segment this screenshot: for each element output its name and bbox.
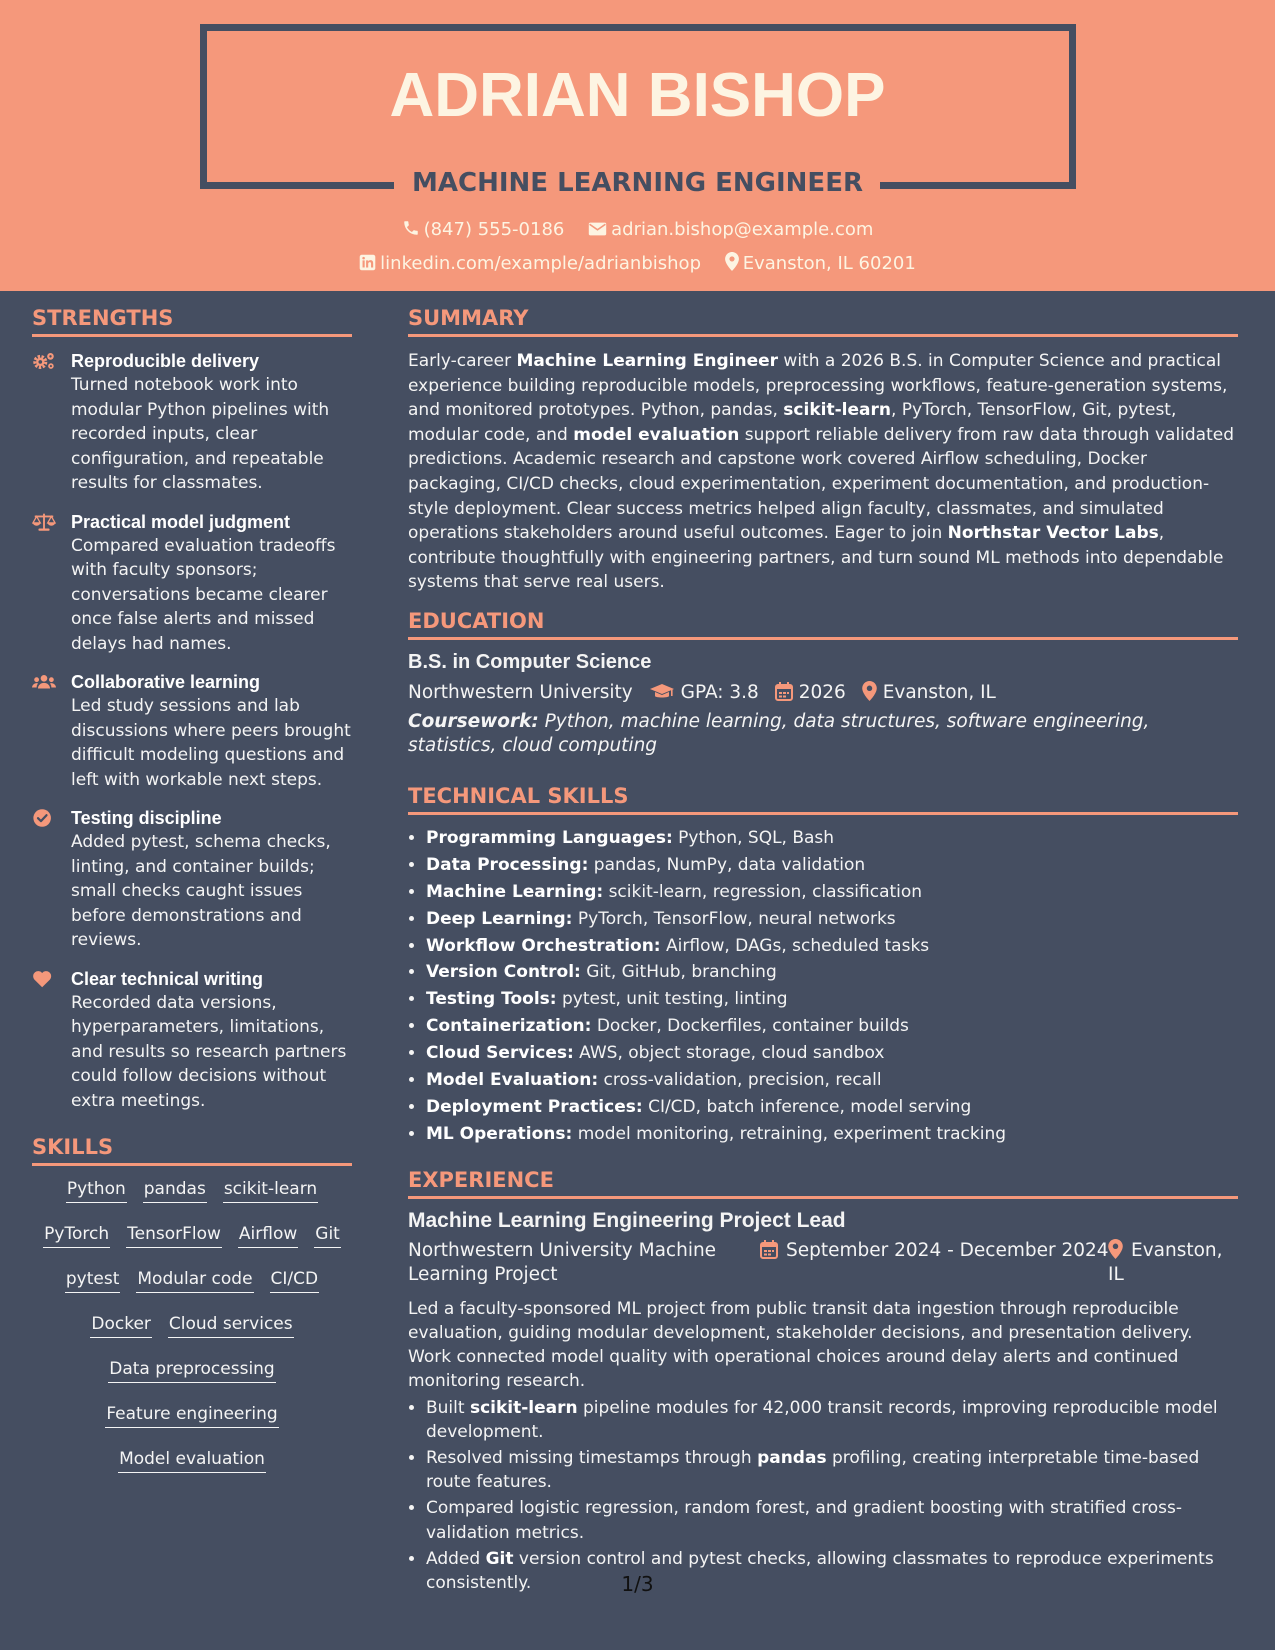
right-column: [408, 306, 1238, 1597]
linkedin-icon: [359, 254, 376, 271]
skill-tag: Data preprocessing: [108, 1358, 275, 1383]
skill-row: [32, 1448, 352, 1473]
emphasis: Git: [485, 1548, 514, 1569]
experience-dates: [760, 1239, 1109, 1263]
education-coursework: [408, 710, 1238, 758]
technical-skill-item: [426, 825, 1238, 852]
experience-bullet: [426, 1446, 1238, 1494]
summary-heading: SUMMARY: [408, 306, 1238, 337]
experience-heading: EXPERIENCE: [408, 1168, 1238, 1199]
skill-category: Version Control:: [426, 962, 581, 983]
text-run: Compared logistic regression, random forest, and gradient boosting with stratified cross-validation metrics.: [426, 1498, 1183, 1543]
text-run: Built: [426, 1397, 470, 1418]
skill-category: Testing Tools:: [426, 989, 557, 1010]
experience-bullet: [426, 1496, 1238, 1544]
education-heading: EDUCATION: [408, 609, 1238, 640]
education-degree: B.S. in Computer Science: [408, 650, 652, 673]
technical-skill-item: [426, 879, 1238, 906]
skills-tags: [32, 1178, 352, 1473]
candidate-name: ADRIAN BISHOP: [389, 61, 886, 130]
strength-title: Testing discipline: [71, 808, 222, 828]
text-run: version control and pytest checks, allowing classmates to reproduce experiments consistently.: [426, 1548, 1214, 1594]
experience-org: Northwestern University Machine Learning Project: [408, 1239, 717, 1285]
location-contact: [725, 252, 916, 274]
skill-tag: Cloud services: [168, 1313, 294, 1338]
map-pin-icon: [725, 252, 739, 271]
skill-row: [32, 1358, 352, 1383]
text-run: , PyTorch, TensorFlow, Git, pytest, modular code, and: [408, 400, 1177, 445]
skill-tag: Feature engineering: [105, 1403, 278, 1428]
phone-icon: [402, 219, 420, 237]
skill-values: Docker, Dockerfiles, container builds: [591, 1016, 909, 1037]
skill-tag: TensorFlow: [126, 1223, 222, 1248]
skill-tag: Modular code: [136, 1268, 253, 1293]
skill-category: Workflow Orchestration:: [426, 935, 661, 956]
technical-skills-list: [408, 825, 1238, 1148]
experience-bullet: [426, 1396, 1238, 1444]
experience-location: [1108, 1239, 1238, 1287]
skill-values: PyTorch, TensorFlow, neural networks: [572, 908, 896, 929]
skill-values: model monitoring, retraining, experiment tracking: [572, 1123, 1007, 1144]
skill-row: [32, 1313, 352, 1338]
experience-title: Machine Learning Engineering Project Lead: [408, 1208, 846, 1232]
coursework-label: Coursework:: [408, 710, 539, 732]
map-pin-icon: [1108, 1239, 1123, 1259]
header: [0, 0, 1275, 291]
calendar-icon: [760, 1240, 778, 1259]
skill-values: CI/CD, batch inference, model serving: [642, 1097, 972, 1117]
contact-row-2: [0, 252, 1275, 274]
text-run: Early-career: [408, 351, 517, 371]
skill-tag: Docker: [90, 1313, 152, 1338]
linkedin-contact[interactable]: [359, 253, 701, 274]
skill-category: Model Evaluation:: [426, 1070, 599, 1091]
skill-values: AWS, object storage, cloud sandbox: [573, 1043, 885, 1064]
phone-text: (847) 555-0186: [423, 219, 565, 240]
skills-heading: SKILLS: [32, 1135, 352, 1166]
contact-row-1: [0, 219, 1275, 240]
skill-tag: Git: [314, 1223, 341, 1248]
phone-contact[interactable]: [402, 219, 565, 240]
strength-item: [32, 510, 352, 657]
strength-title: Collaborative learning: [71, 672, 261, 692]
experience-location-text: Evanston, IL: [1108, 1239, 1223, 1285]
skill-category: Programming Languages:: [426, 827, 673, 848]
skill-row: [32, 1403, 352, 1428]
heart-icon: [32, 968, 56, 990]
text-run: , contribute thoughtfully with engineering partners, and turn sound ML methods into dependable systems that serve real users.: [408, 523, 1224, 593]
skill-category: Containerization:: [426, 1016, 592, 1037]
skill-category: Cloud Services:: [426, 1043, 574, 1064]
strength-text: Added pytest, schema checks, linting, and container builds; small checks caught issues before demonstrations and reviews.: [71, 832, 331, 950]
users-icon: [32, 671, 56, 693]
skill-tag: PyTorch: [43, 1223, 110, 1248]
skill-tag: CI/CD: [270, 1268, 320, 1293]
strength-text: Recorded data versions, hyperparameters, limitations, and results so research partners could follow decisions without extra meetings.: [71, 992, 347, 1111]
strength-title: Clear technical writing: [71, 968, 264, 989]
technical-skill-item: [426, 1094, 1238, 1121]
text-run: Added: [426, 1548, 486, 1569]
envelope-icon: [588, 221, 607, 237]
skill-tag: Model evaluation: [118, 1448, 266, 1473]
skill-tag: Airflow: [238, 1223, 298, 1248]
emphasis: pandas: [757, 1448, 827, 1469]
technical-skills-heading: TECHNICAL SKILLS: [408, 784, 1238, 815]
page-indicator: 1/3: [621, 1572, 654, 1596]
text-run: pipeline modules for 42,000 transit records, improving reproducible model development.: [426, 1397, 1218, 1442]
gears-icon: [32, 350, 56, 372]
experience-description: Led a faculty-sponsored ML project from public transit data ingestion through reproducible evaluation, guiding modular development, stakeholder decisions, and presentation delivery. Work connected model quality with operational choices around delay alerts and continued monitoring research.: [408, 1298, 1193, 1392]
skill-category: Deployment Practices:: [426, 1097, 643, 1117]
text-run: with a 2026 B.S. in Computer Science and practical experience building reproducible models, preprocessing workflows, feature-generation systems, and monitored prototypes. Python, pandas,: [408, 351, 1228, 421]
emphasis: model evaluation: [573, 424, 740, 445]
scale-icon: [32, 511, 56, 533]
skill-values: scikit-learn, regression, classification: [603, 881, 923, 902]
skill-tag: pandas: [143, 1178, 207, 1203]
experience-dates-text: September 2024 - December 2024: [786, 1239, 1109, 1261]
technical-skill-item: [426, 1040, 1238, 1067]
skill-row: [32, 1178, 352, 1203]
technical-skill-item: [426, 852, 1238, 879]
skill-values: Airflow, DAGs, scheduled tasks: [660, 935, 930, 956]
strength-item: [32, 670, 352, 792]
technical-skill-item: [426, 959, 1238, 986]
skill-row: [32, 1223, 352, 1248]
technical-skill-item: [426, 1013, 1238, 1040]
graduation-cap-icon: [649, 683, 675, 701]
text-run: support reliable delivery from raw data through validated predictions. Academic research and capstone work covered Airflow scheduling, Docker packaging, CI/CD checks, cloud experimentation, experiment documentation, and production-style deployment. Clear success metrics helped align faculty, classmates, and simulated operations stakeholders around useful outcomes. Eager to join: [408, 424, 1235, 544]
technical-skill-item: [426, 1121, 1238, 1148]
skill-row: [32, 1268, 352, 1293]
skill-tag: Python: [66, 1178, 127, 1203]
strength-text: Turned notebook work into modular Python pipelines with recorded inputs, clear configuration, and repeatable results for classmates.: [71, 375, 330, 493]
education-school: Northwestern University: [408, 681, 633, 703]
strengths-heading: STRENGTHS: [32, 306, 352, 337]
skill-values: pandas, NumPy, data validation: [588, 854, 866, 875]
education-location: Evanston, IL: [882, 681, 996, 703]
strength-item: [32, 349, 352, 496]
technical-skill-item: [426, 906, 1238, 933]
email-text: adrian.bishop@example.com: [611, 219, 874, 240]
experience-bullets: [408, 1396, 1238, 1596]
emphasis: Northstar Vector Labs: [947, 523, 1159, 544]
skill-values: pytest, unit testing, linting: [556, 989, 788, 1010]
skill-category: ML Operations:: [426, 1123, 573, 1144]
skill-values: Git, GitHub, branching: [580, 962, 777, 983]
left-column: [32, 306, 352, 1493]
text-run: Resolved missing timestamps through: [426, 1448, 758, 1469]
technical-skill-item: [426, 933, 1238, 960]
summary-text: [408, 349, 1238, 595]
map-pin-icon: [862, 681, 877, 701]
emphasis: Machine Learning Engineer: [516, 351, 779, 371]
strength-title: Practical model judgment: [71, 511, 291, 532]
calendar-icon: [775, 682, 793, 701]
strength-item: [32, 967, 352, 1114]
linkedin-text: linkedin.com/example/adrianbishop: [380, 253, 701, 274]
strength-text: Led study sessions and lab discussions where peers brought difficult modeling questions and left with workable next steps.: [71, 696, 351, 790]
skill-tag: pytest: [65, 1268, 121, 1293]
skill-values: Python, SQL, Bash: [672, 827, 835, 848]
technical-skill-item: [426, 986, 1238, 1013]
skill-category: Data Processing:: [426, 854, 589, 875]
education-details: [408, 678, 1238, 708]
email-contact[interactable]: [588, 219, 873, 240]
education-year: 2026: [798, 681, 846, 703]
coursework-text: Python, machine learning, data structures, software engineering, statistics, cloud computing: [408, 710, 1150, 756]
emphasis: scikit-learn: [783, 400, 891, 421]
emphasis: scikit-learn: [469, 1397, 578, 1418]
check-circle-icon: [32, 807, 56, 829]
experience-meta: [408, 1239, 1238, 1289]
technical-skill-item: [426, 1067, 1238, 1094]
strength-title: Reproducible delivery: [71, 351, 260, 371]
skill-category: Deep Learning:: [426, 908, 573, 929]
job-title: MACHINE LEARNING ENGINEER: [412, 168, 863, 198]
skill-tag: scikit-learn: [223, 1178, 318, 1203]
strength-item: [32, 806, 352, 953]
text-run: profiling, creating interpretable time-based route features.: [426, 1448, 1200, 1493]
strength-text: Compared evaluation tradeoffs with faculty sponsors; conversations became clearer once false alerts and missed delays had names.: [71, 535, 336, 654]
skill-values: cross-validation, precision, recall: [598, 1070, 882, 1091]
location-text: Evanston, IL 60201: [742, 253, 916, 274]
education-gpa: GPA: 3.8: [680, 681, 759, 703]
skill-category: Machine Learning:: [426, 881, 604, 902]
